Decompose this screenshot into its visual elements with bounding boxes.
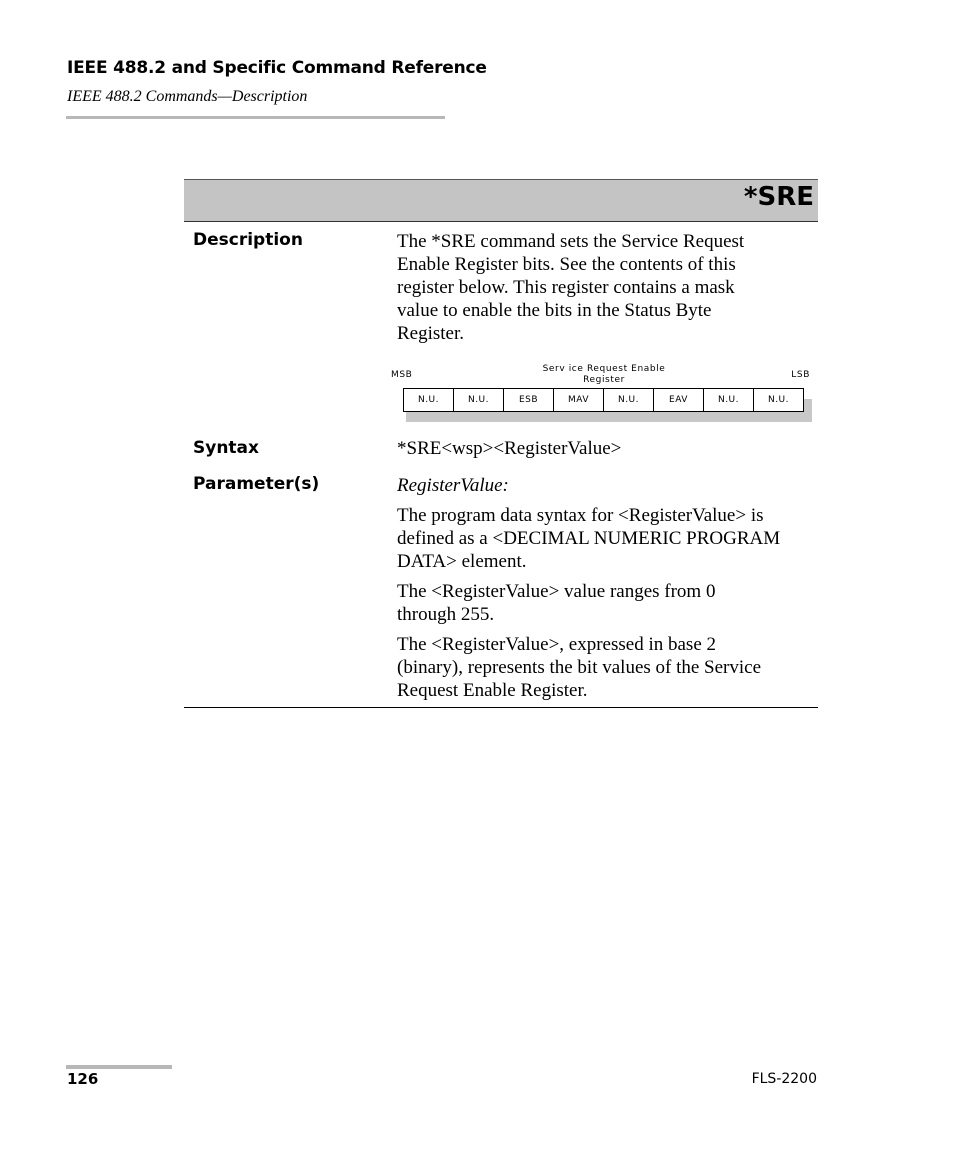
syntax-value: *SRE<wsp><RegisterValue> [397,438,622,459]
paragraph-line: (binary), represents the bit values of the Service [397,657,762,678]
paragraph-line: The <RegisterValue>, expressed in base 2 [397,634,717,655]
register-bit-2: EAV [654,389,704,411]
parameter-paragraph-1 [397,504,815,573]
paragraph-line: through 255. [397,604,495,625]
paragraph-line: Request Enable Register. [397,680,588,701]
description-line: value to enable the bits in the Status Byte [397,300,712,321]
register-bit-4: MAV [554,389,604,411]
document-id: FLS-2200 [751,1071,817,1087]
parameter-paragraph-3 [397,633,815,702]
register-title-line: Register [583,375,625,385]
register-bit-row [403,388,804,412]
msb-label: MSB [391,370,413,380]
description-text [397,230,815,345]
description-label: Description [193,230,303,250]
table-bottom-rule [184,707,818,708]
page-number: 126 [67,1070,99,1088]
command-title-bar [184,179,818,222]
command-name: *SRE [743,182,814,212]
register-title-line: Serv ice Request Enable [542,364,666,374]
running-header-subtitle: IEEE 488.2 Commands—Description [67,88,308,105]
parameter-paragraph-2 [397,580,815,626]
register-bit-3: N.U. [604,389,654,411]
paragraph-line: defined as a <DECIMAL NUMERIC PROGRAM [397,528,781,549]
footer-rule [66,1065,172,1069]
description-line: Register. [397,323,465,344]
parameters-label: Parameter(s) [193,474,320,494]
register-bit-5: ESB [504,389,554,411]
register-bit-6: N.U. [454,389,504,411]
paragraph-line: The program data syntax for <RegisterValue> is [397,505,764,526]
register-bit-1: N.U. [704,389,754,411]
lsb-label: LSB [791,370,810,380]
description-line: register below. This register contains a mask [397,277,735,298]
description-line: The *SRE command sets the Service Request [397,231,745,252]
paragraph-line: The <RegisterValue> value ranges from 0 [397,581,716,602]
register-title [540,364,668,386]
header-rule [66,116,445,119]
register-bit-7: N.U. [404,389,454,411]
parameter-name: RegisterValue: [397,475,509,496]
paragraph-line: DATA> element. [397,551,527,572]
description-line: Enable Register bits. See the contents of this [397,254,736,275]
register-diagram [390,362,815,424]
running-header-title: IEEE 488.2 and Specific Command Reference [67,58,487,78]
syntax-label: Syntax [193,438,259,458]
register-bit-0: N.U. [767,395,790,405]
